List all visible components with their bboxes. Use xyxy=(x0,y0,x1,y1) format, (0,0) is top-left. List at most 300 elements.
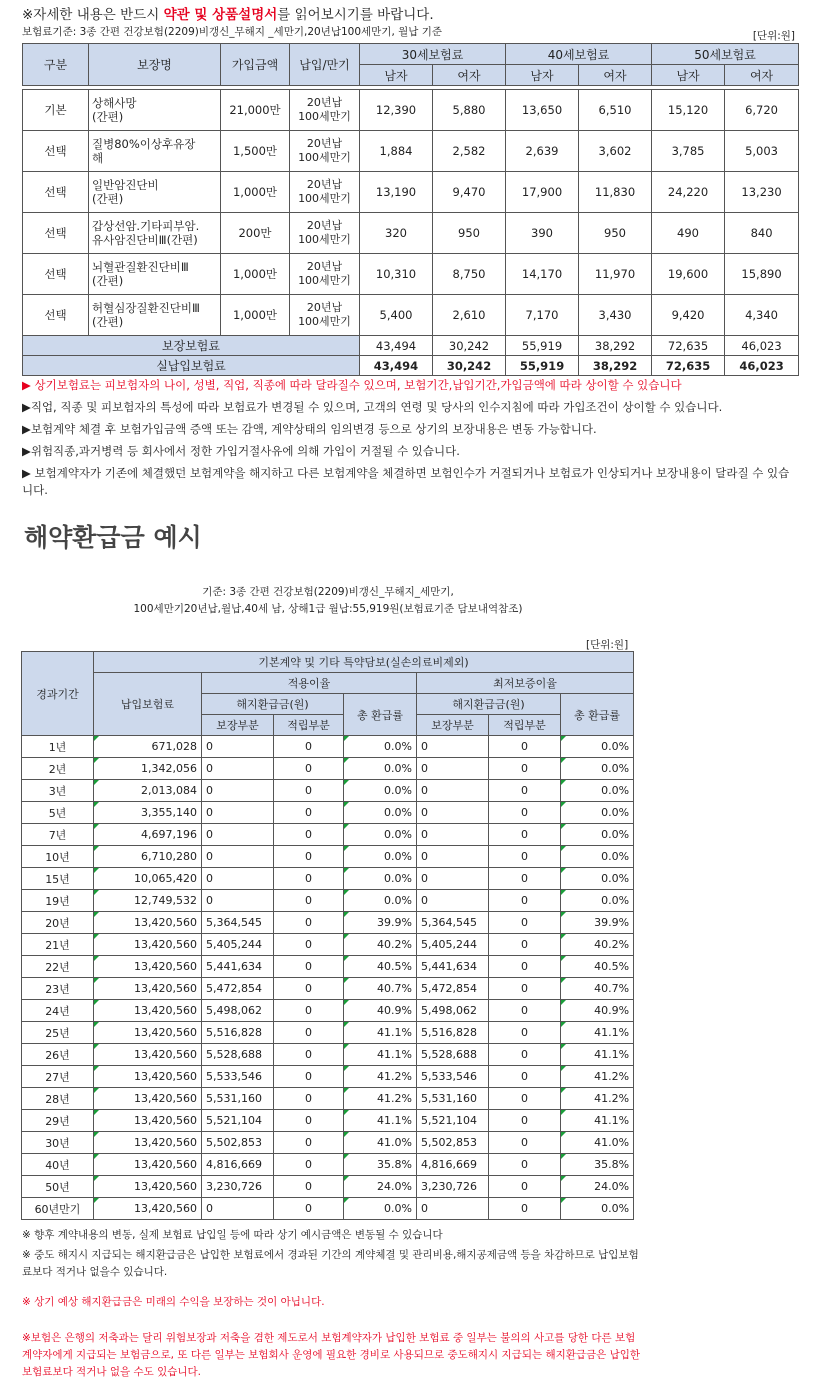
table-row xyxy=(22,1176,634,1198)
pay-term xyxy=(290,90,360,131)
premium-cell: 15,890 xyxy=(725,254,799,295)
note-3: ▶보험계약 체결 후 보험가입금액 증액 또는 감액, 계약상태의 임의변경 등으로 상기의 보장내용은 변동 가능합니다. xyxy=(22,422,597,436)
paid-premium: 13,420,560 xyxy=(94,1044,202,1066)
applied-coverage-refund: 5,498,062 xyxy=(202,1000,274,1022)
elapsed-period: 15년 xyxy=(22,868,94,890)
minimum-savings-refund: 0 xyxy=(489,1176,561,1198)
applied-total-rate: 0.0% xyxy=(344,780,417,802)
pay-term xyxy=(290,213,360,254)
minimum-savings-refund: 0 xyxy=(489,868,561,890)
minimum-savings-refund: 0 xyxy=(489,1088,561,1110)
premium-cell: 3,785 xyxy=(652,131,725,172)
minimum-savings-refund: 0 xyxy=(489,758,561,780)
elapsed-period: 1년 xyxy=(22,736,94,758)
elapsed-period: 27년 xyxy=(22,1066,94,1088)
header-applied-rate: 적용이율 xyxy=(202,673,417,694)
refund-basis-2: 100세만기20년납,월납,40세 남, 상해1급 월납:55,919원(보험료기준 담보내역참조) xyxy=(133,603,523,615)
paid-premium: 13,420,560 xyxy=(94,1132,202,1154)
premium-basis: 보험료기준: 3종 간편 건강보험(2209)비갱신_무해지 _세만기,20년납100세만기, 월납 기준 xyxy=(22,26,443,38)
premium-cell: 2,582 xyxy=(433,131,506,172)
premium-table xyxy=(22,43,799,376)
table-row xyxy=(22,1088,634,1110)
coverage-name-line2: (간편) xyxy=(92,274,124,288)
minimum-total-rate: 0.0% xyxy=(561,802,634,824)
premium-cell: 11,830 xyxy=(579,172,652,213)
minimum-total-rate: 41.0% xyxy=(561,1132,634,1154)
applied-coverage-refund: 0 xyxy=(202,802,274,824)
header-premium: 납입보험료 xyxy=(94,673,202,736)
coverage-premium-cell: 46,023 xyxy=(725,336,799,356)
applied-savings-refund: 0 xyxy=(274,780,344,802)
minimum-savings-refund: 0 xyxy=(489,978,561,1000)
minimum-total-rate: 0.0% xyxy=(561,890,634,912)
table-row xyxy=(22,1000,634,1022)
premium-cell: 14,170 xyxy=(506,254,579,295)
minimum-total-rate: 40.9% xyxy=(561,1000,634,1022)
premium-notes xyxy=(22,377,792,499)
table-row xyxy=(22,956,634,978)
coverage-amount: 200만 xyxy=(221,213,290,254)
pay-term-line1: 20년납 xyxy=(306,260,343,273)
coverage-name xyxy=(89,295,221,336)
elapsed-period: 21년 xyxy=(22,934,94,956)
applied-coverage-refund: 5,521,104 xyxy=(202,1110,274,1132)
elapsed-period: 19년 xyxy=(22,890,94,912)
coverage-name-line2: (간편) xyxy=(92,110,124,124)
premium-cell: 490 xyxy=(652,213,725,254)
actual-premium-label: 실납입보험료 xyxy=(23,356,360,376)
coverage-premium-cell: 43,494 xyxy=(360,336,433,356)
coverage-name-line2: (간편) xyxy=(92,192,124,206)
applied-total-rate: 41.1% xyxy=(344,1044,417,1066)
elapsed-period: 10년 xyxy=(22,846,94,868)
premium-cell: 9,420 xyxy=(652,295,725,336)
premium-cell: 6,720 xyxy=(725,90,799,131)
note-4: ▶위험직종,과거병력 등 회사에서 정한 가입거절사유에 의해 가입이 거절될 수 있습니다. xyxy=(22,444,460,458)
coverage-premium-label: 보장보험료 xyxy=(23,336,360,356)
minimum-savings-refund: 0 xyxy=(489,802,561,824)
applied-total-rate: 40.9% xyxy=(344,1000,417,1022)
table-row xyxy=(22,978,634,1000)
coverage-name xyxy=(89,131,221,172)
applied-savings-refund: 0 xyxy=(274,758,344,780)
minimum-coverage-refund: 5,498,062 xyxy=(417,1000,489,1022)
applied-coverage-refund: 0 xyxy=(202,868,274,890)
coverage-premium-cell: 55,919 xyxy=(506,336,579,356)
minimum-total-rate: 0.0% xyxy=(561,1198,634,1220)
table-row xyxy=(23,295,799,336)
minimum-savings-refund: 0 xyxy=(489,1110,561,1132)
pay-term xyxy=(290,295,360,336)
footnote-1: ※ 향후 계약내용의 변동, 실제 보험료 납입일 등에 따라 상기 예시금액은 변동될 수 있습니다 xyxy=(22,1229,443,1241)
pay-term-line2: 100세만기 xyxy=(298,233,351,246)
minimum-savings-refund: 0 xyxy=(489,934,561,956)
minimum-savings-refund: 0 xyxy=(489,1066,561,1088)
minimum-savings-refund: 0 xyxy=(489,912,561,934)
premium-cell: 9,470 xyxy=(433,172,506,213)
row-kind: 선택 xyxy=(23,172,89,213)
applied-savings-refund: 0 xyxy=(274,956,344,978)
applied-savings-refund: 0 xyxy=(274,1198,344,1220)
applied-coverage-refund: 5,502,853 xyxy=(202,1132,274,1154)
paid-premium: 13,420,560 xyxy=(94,1088,202,1110)
minimum-savings-refund: 0 xyxy=(489,1198,561,1220)
row-kind: 선택 xyxy=(23,213,89,254)
coverage-name xyxy=(89,90,221,131)
actual-premium-cell: 72,635 xyxy=(652,356,725,376)
footnote-2: ※ 중도 해지시 지급되는 해지환급금은 납입한 보험료에서 경과된 기간의 계약체결 및 관리비용,해지공제금액 등을 차감하므로 납입보험료보다 적거나 없을수 있습니다. xyxy=(22,1249,639,1278)
minimum-total-rate: 40.7% xyxy=(561,978,634,1000)
applied-savings-refund: 0 xyxy=(274,1176,344,1198)
applied-coverage-refund: 5,472,854 xyxy=(202,978,274,1000)
premium-cell: 11,970 xyxy=(579,254,652,295)
elapsed-period: 40년 xyxy=(22,1154,94,1176)
pay-term-line2: 100세만기 xyxy=(298,315,351,328)
applied-total-rate: 0.0% xyxy=(344,758,417,780)
applied-total-rate: 41.1% xyxy=(344,1022,417,1044)
applied-total-rate: 0.0% xyxy=(344,846,417,868)
applied-savings-refund: 0 xyxy=(274,1154,344,1176)
actual-premium-cell: 55,919 xyxy=(506,356,579,376)
pay-term-line2: 100세만기 xyxy=(298,274,351,287)
coverage-premium-row xyxy=(23,336,799,356)
minimum-savings-refund: 0 xyxy=(489,1154,561,1176)
minimum-coverage-refund: 5,521,104 xyxy=(417,1110,489,1132)
minimum-coverage-refund: 0 xyxy=(417,1198,489,1220)
note-5: ▶ 보험계약자가 기존에 체결했던 보험계약을 해지하고 다른 보험계약을 체결하면 보험인수가 거절되거나 보험료가 인상되거나 보장내용이 달라질 수 있습니다. xyxy=(22,466,790,497)
pay-term-line1: 20년납 xyxy=(306,178,343,191)
applied-savings-refund: 0 xyxy=(274,1022,344,1044)
paid-premium: 13,420,560 xyxy=(94,1022,202,1044)
minimum-total-rate: 0.0% xyxy=(561,758,634,780)
coverage-name-line1: 뇌혈관질환진단비Ⅲ xyxy=(92,260,189,274)
table-row xyxy=(22,758,634,780)
actual-premium-row xyxy=(23,356,799,376)
paid-premium: 13,420,560 xyxy=(94,1154,202,1176)
premium-cell: 13,230 xyxy=(725,172,799,213)
minimum-savings-refund: 0 xyxy=(489,1000,561,1022)
premium-cell: 24,220 xyxy=(652,172,725,213)
table-row xyxy=(23,254,799,295)
coverage-amount: 1,000만 xyxy=(221,172,290,213)
table-row xyxy=(22,1066,634,1088)
coverage-name xyxy=(89,254,221,295)
applied-savings-refund: 0 xyxy=(274,978,344,1000)
paid-premium: 2,013,084 xyxy=(94,780,202,802)
coverage-premium-cell: 72,635 xyxy=(652,336,725,356)
header-minimum-rate: 최저보증이율 xyxy=(417,673,634,694)
applied-total-rate: 0.0% xyxy=(344,1198,417,1220)
paid-premium: 13,420,560 xyxy=(94,1000,202,1022)
minimum-savings-refund: 0 xyxy=(489,1022,561,1044)
coverage-name-line2: 유사암진단비Ⅲ(간편) xyxy=(92,233,198,247)
coverage-name-line2: 해 xyxy=(92,151,104,165)
elapsed-period: 23년 xyxy=(22,978,94,1000)
applied-total-rate: 0.0% xyxy=(344,890,417,912)
table-row xyxy=(22,934,634,956)
paid-premium: 6,710,280 xyxy=(94,846,202,868)
minimum-coverage-refund: 0 xyxy=(417,758,489,780)
premium-cell: 15,120 xyxy=(652,90,725,131)
premium-cell: 8,750 xyxy=(433,254,506,295)
premium-cell: 17,900 xyxy=(506,172,579,213)
minimum-savings-refund: 0 xyxy=(489,846,561,868)
elapsed-period: 26년 xyxy=(22,1044,94,1066)
applied-coverage-refund: 4,816,669 xyxy=(202,1154,274,1176)
premium-cell: 19,600 xyxy=(652,254,725,295)
header-female: 여자 xyxy=(725,65,799,86)
applied-savings-refund: 0 xyxy=(274,868,344,890)
applied-savings-refund: 0 xyxy=(274,1066,344,1088)
applied-savings-refund: 0 xyxy=(274,1044,344,1066)
minimum-savings-refund: 0 xyxy=(489,736,561,758)
applied-coverage-refund: 5,528,688 xyxy=(202,1044,274,1066)
applied-savings-refund: 0 xyxy=(274,1088,344,1110)
applied-coverage-refund: 3,230,726 xyxy=(202,1176,274,1198)
applied-total-rate: 41.2% xyxy=(344,1088,417,1110)
applied-coverage-refund: 5,531,160 xyxy=(202,1088,274,1110)
applied-coverage-refund: 0 xyxy=(202,736,274,758)
coverage-name-line1: 일반암진단비 xyxy=(92,178,159,192)
paid-premium: 13,420,560 xyxy=(94,1176,202,1198)
table-row xyxy=(23,172,799,213)
coverage-name xyxy=(89,213,221,254)
header-age40: 40세보험료 xyxy=(506,44,652,65)
minimum-savings-refund: 0 xyxy=(489,1132,561,1154)
applied-savings-refund: 0 xyxy=(274,1110,344,1132)
coverage-premium-cell: 38,292 xyxy=(579,336,652,356)
minimum-savings-refund: 0 xyxy=(489,956,561,978)
pay-term-line1: 20년납 xyxy=(306,301,343,314)
header-name: 보장명 xyxy=(89,44,221,86)
header-savings-part: 적립부분 xyxy=(489,715,561,736)
actual-premium-cell: 30,242 xyxy=(433,356,506,376)
applied-savings-refund: 0 xyxy=(274,1132,344,1154)
elapsed-period: 29년 xyxy=(22,1110,94,1132)
notice-suffix: 를 읽어보시기를 바랍니다. xyxy=(277,7,434,23)
applied-coverage-refund: 5,441,634 xyxy=(202,956,274,978)
elapsed-period: 20년 xyxy=(22,912,94,934)
premium-cell: 7,170 xyxy=(506,295,579,336)
elapsed-period: 2년 xyxy=(22,758,94,780)
elapsed-period: 50년 xyxy=(22,1176,94,1198)
header-female: 여자 xyxy=(433,65,506,86)
header-term: 납입/만기 xyxy=(290,44,360,86)
minimum-coverage-refund: 5,528,688 xyxy=(417,1044,489,1066)
applied-coverage-refund: 0 xyxy=(202,758,274,780)
minimum-total-rate: 0.0% xyxy=(561,846,634,868)
pay-term xyxy=(290,172,360,213)
pay-term xyxy=(290,254,360,295)
minimum-coverage-refund: 0 xyxy=(417,736,489,758)
elapsed-period: 60년만기 xyxy=(22,1198,94,1220)
minimum-total-rate: 0.0% xyxy=(561,868,634,890)
premium-cell: 10,310 xyxy=(360,254,433,295)
applied-total-rate: 0.0% xyxy=(344,736,417,758)
pay-term-line1: 20년납 xyxy=(306,96,343,109)
header-refund: 해지환급금(원) xyxy=(202,694,344,715)
refund-basis-1: 기준: 3종 간편 건강보험(2209)비갱신_무해지_세만기, xyxy=(202,586,454,598)
header-male: 남자 xyxy=(360,65,433,86)
premium-cell: 5,003 xyxy=(725,131,799,172)
minimum-coverage-refund: 5,364,545 xyxy=(417,912,489,934)
minimum-savings-refund: 0 xyxy=(489,780,561,802)
minimum-savings-refund: 0 xyxy=(489,824,561,846)
table-row xyxy=(22,846,634,868)
minimum-coverage-refund: 5,531,160 xyxy=(417,1088,489,1110)
header-coverage-part: 보장부분 xyxy=(202,715,274,736)
header-period: 경과기간 xyxy=(22,652,94,736)
minimum-total-rate: 41.1% xyxy=(561,1044,634,1066)
coverage-premium-cell: 30,242 xyxy=(433,336,506,356)
minimum-coverage-refund: 5,516,828 xyxy=(417,1022,489,1044)
minimum-total-rate: 41.2% xyxy=(561,1088,634,1110)
coverage-amount: 21,000만 xyxy=(221,90,290,131)
coverage-amount: 1,000만 xyxy=(221,295,290,336)
minimum-total-rate: 41.1% xyxy=(561,1110,634,1132)
applied-coverage-refund: 5,405,244 xyxy=(202,934,274,956)
applied-savings-refund: 0 xyxy=(274,802,344,824)
applied-coverage-refund: 5,364,545 xyxy=(202,912,274,934)
minimum-total-rate: 41.2% xyxy=(561,1066,634,1088)
premium-cell: 950 xyxy=(433,213,506,254)
row-kind: 선택 xyxy=(23,131,89,172)
coverage-name-line1: 질병80%이상후유장 xyxy=(92,137,196,151)
minimum-total-rate: 41.1% xyxy=(561,1022,634,1044)
actual-premium-cell: 38,292 xyxy=(579,356,652,376)
applied-total-rate: 40.5% xyxy=(344,956,417,978)
applied-savings-refund: 0 xyxy=(274,824,344,846)
premium-cell: 950 xyxy=(579,213,652,254)
applied-coverage-refund: 0 xyxy=(202,890,274,912)
row-kind: 기본 xyxy=(23,90,89,131)
table-row xyxy=(23,90,799,131)
header-main: 기본계약 및 기타 특약담보(실손의료비제외) xyxy=(94,652,634,673)
premium-cell: 12,390 xyxy=(360,90,433,131)
paid-premium: 3,355,140 xyxy=(94,802,202,824)
header-total-rate: 총 환급률 xyxy=(344,694,417,736)
paid-premium: 1,342,056 xyxy=(94,758,202,780)
applied-total-rate: 40.7% xyxy=(344,978,417,1000)
applied-coverage-refund: 5,533,546 xyxy=(202,1066,274,1088)
applied-total-rate: 0.0% xyxy=(344,802,417,824)
applied-total-rate: 35.8% xyxy=(344,1154,417,1176)
elapsed-period: 5년 xyxy=(22,802,94,824)
applied-savings-refund: 0 xyxy=(274,890,344,912)
applied-coverage-refund: 5,516,828 xyxy=(202,1022,274,1044)
premium-cell: 2,610 xyxy=(433,295,506,336)
paid-premium: 13,420,560 xyxy=(94,956,202,978)
minimum-coverage-refund: 0 xyxy=(417,780,489,802)
coverage-name-line1: 갑상선암.기타피부암. xyxy=(92,219,200,233)
premium-cell: 2,639 xyxy=(506,131,579,172)
section-title: 해약환급금 예시 xyxy=(24,523,202,552)
minimum-coverage-refund: 5,405,244 xyxy=(417,934,489,956)
premium-cell: 4,340 xyxy=(725,295,799,336)
table-row xyxy=(22,868,634,890)
paid-premium: 4,697,196 xyxy=(94,824,202,846)
applied-coverage-refund: 0 xyxy=(202,846,274,868)
table-row xyxy=(22,1110,634,1132)
minimum-coverage-refund: 3,230,726 xyxy=(417,1176,489,1198)
premium-cell: 840 xyxy=(725,213,799,254)
table-row xyxy=(22,824,634,846)
applied-total-rate: 0.0% xyxy=(344,824,417,846)
header-amount: 가입금액 xyxy=(221,44,290,86)
row-kind: 선택 xyxy=(23,295,89,336)
minimum-total-rate: 24.0% xyxy=(561,1176,634,1198)
minimum-total-rate: 35.8% xyxy=(561,1154,634,1176)
premium-cell: 13,190 xyxy=(360,172,433,213)
minimum-coverage-refund: 0 xyxy=(417,802,489,824)
elapsed-period: 25년 xyxy=(22,1022,94,1044)
table-row xyxy=(23,131,799,172)
table-row xyxy=(22,736,634,758)
minimum-coverage-refund: 5,502,853 xyxy=(417,1132,489,1154)
applied-savings-refund: 0 xyxy=(274,736,344,758)
header-refund: 해지환급금(원) xyxy=(417,694,561,715)
pay-term-line2: 100세만기 xyxy=(298,110,351,123)
applied-total-rate: 41.1% xyxy=(344,1110,417,1132)
applied-savings-refund: 0 xyxy=(274,934,344,956)
premium-table-body xyxy=(23,86,799,376)
paid-premium: 671,028 xyxy=(94,736,202,758)
pay-term-line2: 100세만기 xyxy=(298,151,351,164)
note-2: ▶직업, 직종 및 피보험자의 특성에 따라 보험료가 변경될 수 있으며, 고객의 연령 및 당사의 인수지침에 따라 가입조건이 상이할 수 있습니다. xyxy=(22,400,723,414)
header-female: 여자 xyxy=(579,65,652,86)
minimum-total-rate: 0.0% xyxy=(561,780,634,802)
notice-highlight: 약관 및 상품설명서 xyxy=(163,7,278,23)
premium-cell: 1,884 xyxy=(360,131,433,172)
notice-line xyxy=(22,3,434,23)
header-total-rate: 총 환급률 xyxy=(561,694,634,736)
premium-cell: 5,400 xyxy=(360,295,433,336)
paid-premium: 13,420,560 xyxy=(94,1110,202,1132)
applied-coverage-refund: 0 xyxy=(202,824,274,846)
minimum-coverage-refund: 5,472,854 xyxy=(417,978,489,1000)
premium-cell: 6,510 xyxy=(579,90,652,131)
minimum-coverage-refund: 0 xyxy=(417,890,489,912)
row-kind: 선택 xyxy=(23,254,89,295)
minimum-total-rate: 0.0% xyxy=(561,736,634,758)
coverage-amount: 1,000만 xyxy=(221,254,290,295)
applied-savings-refund: 0 xyxy=(274,1000,344,1022)
elapsed-period: 3년 xyxy=(22,780,94,802)
actual-premium-cell: 46,023 xyxy=(725,356,799,376)
table-row xyxy=(22,1044,634,1066)
refund-table xyxy=(21,651,634,1220)
minimum-coverage-refund: 4,816,669 xyxy=(417,1154,489,1176)
minimum-coverage-refund: 0 xyxy=(417,868,489,890)
elapsed-period: 24년 xyxy=(22,1000,94,1022)
premium-cell: 3,430 xyxy=(579,295,652,336)
paid-premium: 13,420,560 xyxy=(94,978,202,1000)
minimum-total-rate: 40.5% xyxy=(561,956,634,978)
refund-unit: [단위:원] xyxy=(586,639,629,651)
table-row xyxy=(22,1132,634,1154)
table-row xyxy=(22,802,634,824)
minimum-savings-refund: 0 xyxy=(489,890,561,912)
applied-total-rate: 24.0% xyxy=(344,1176,417,1198)
premium-unit: [단위:원] xyxy=(752,30,795,42)
minimum-total-rate: 40.2% xyxy=(561,934,634,956)
minimum-coverage-refund: 5,533,546 xyxy=(417,1066,489,1088)
pay-term-line1: 20년납 xyxy=(306,219,343,232)
minimum-savings-refund: 0 xyxy=(489,1044,561,1066)
refund-table-body xyxy=(22,736,634,1220)
elapsed-period: 22년 xyxy=(22,956,94,978)
table-row xyxy=(22,890,634,912)
